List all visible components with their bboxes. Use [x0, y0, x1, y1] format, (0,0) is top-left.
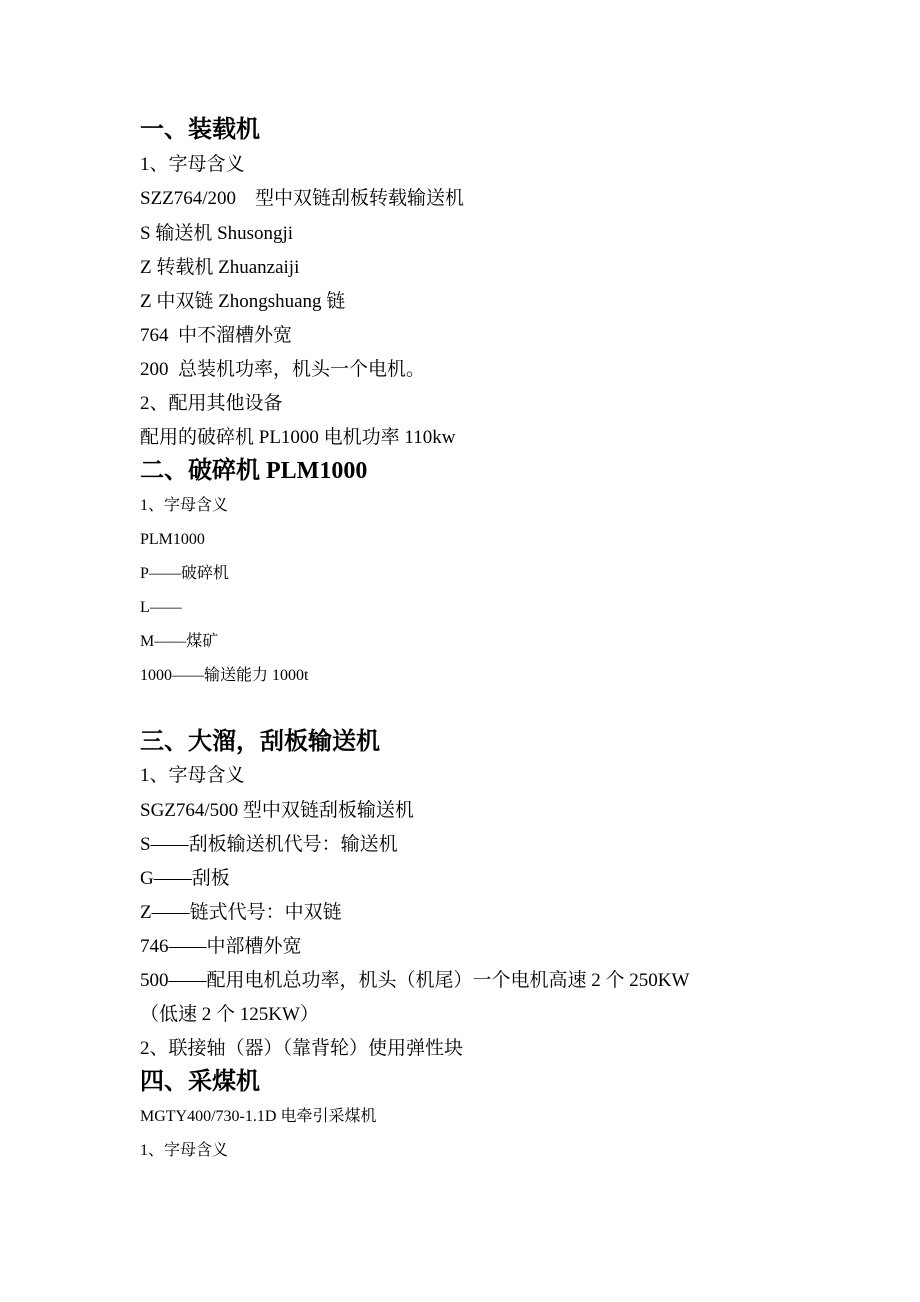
text-line: 1000——输送能力 1000t — [140, 667, 309, 684]
text-line: P——破碎机 — [140, 565, 229, 582]
text-line: 500——配用电机总功率，机头（机尾）一个电机高速 2 个 250KW — [140, 970, 690, 991]
text-line: 1、字母含义 — [140, 497, 229, 514]
text-line: L—— — [140, 599, 182, 616]
section-heading: 一、装载机 — [140, 117, 260, 143]
text-line: Z 转载机 Zhuanzaiji — [140, 257, 300, 278]
text-line: 746——中部槽外宽 — [140, 936, 302, 957]
text-line: 764 中不溜槽外宽 — [140, 325, 293, 346]
text-line: SGZ764/500 型中双链刮板输送机 — [140, 800, 414, 821]
section-heading: 二、破碎机 PLM1000 — [140, 458, 368, 484]
text-line: 200 总装机功率，机头一个电机。 — [140, 359, 426, 380]
text-line: S 输送机 Shusongji — [140, 223, 294, 244]
text-line: PLM1000 — [140, 531, 205, 548]
section-heading: 三、大溜，刮板输送机 — [140, 729, 380, 755]
text-line: S——刮板输送机代号：输送机 — [140, 834, 398, 855]
text-line: （低速 2 个 125KW） — [140, 1004, 319, 1025]
text-line: M——煤矿 — [140, 633, 219, 650]
text-line: MGTY400/730-1.1D 电牵引采煤机 — [140, 1108, 377, 1125]
text-line: Z——链式代号：中双链 — [140, 902, 342, 923]
text-line: 1、字母含义 — [140, 1142, 229, 1159]
text-line: 2、联接轴（器）（靠背轮）使用弹性块 — [140, 1038, 464, 1059]
text-line: G——刮板 — [140, 868, 230, 889]
text-line: 1、字母含义 — [140, 154, 245, 175]
section-heading: 四、采煤机 — [140, 1069, 260, 1095]
text-line: 1、字母含义 — [140, 765, 245, 786]
text-line: SZZ764/200 型中双链刮板转载输送机 — [140, 188, 465, 209]
text-line: Z 中双链 Zhongshuang 链 — [140, 291, 346, 312]
text-line: 配用的破碎机 PL1000 电机功率 110kw — [140, 427, 456, 448]
text-line: 2、配用其他设备 — [140, 393, 283, 414]
